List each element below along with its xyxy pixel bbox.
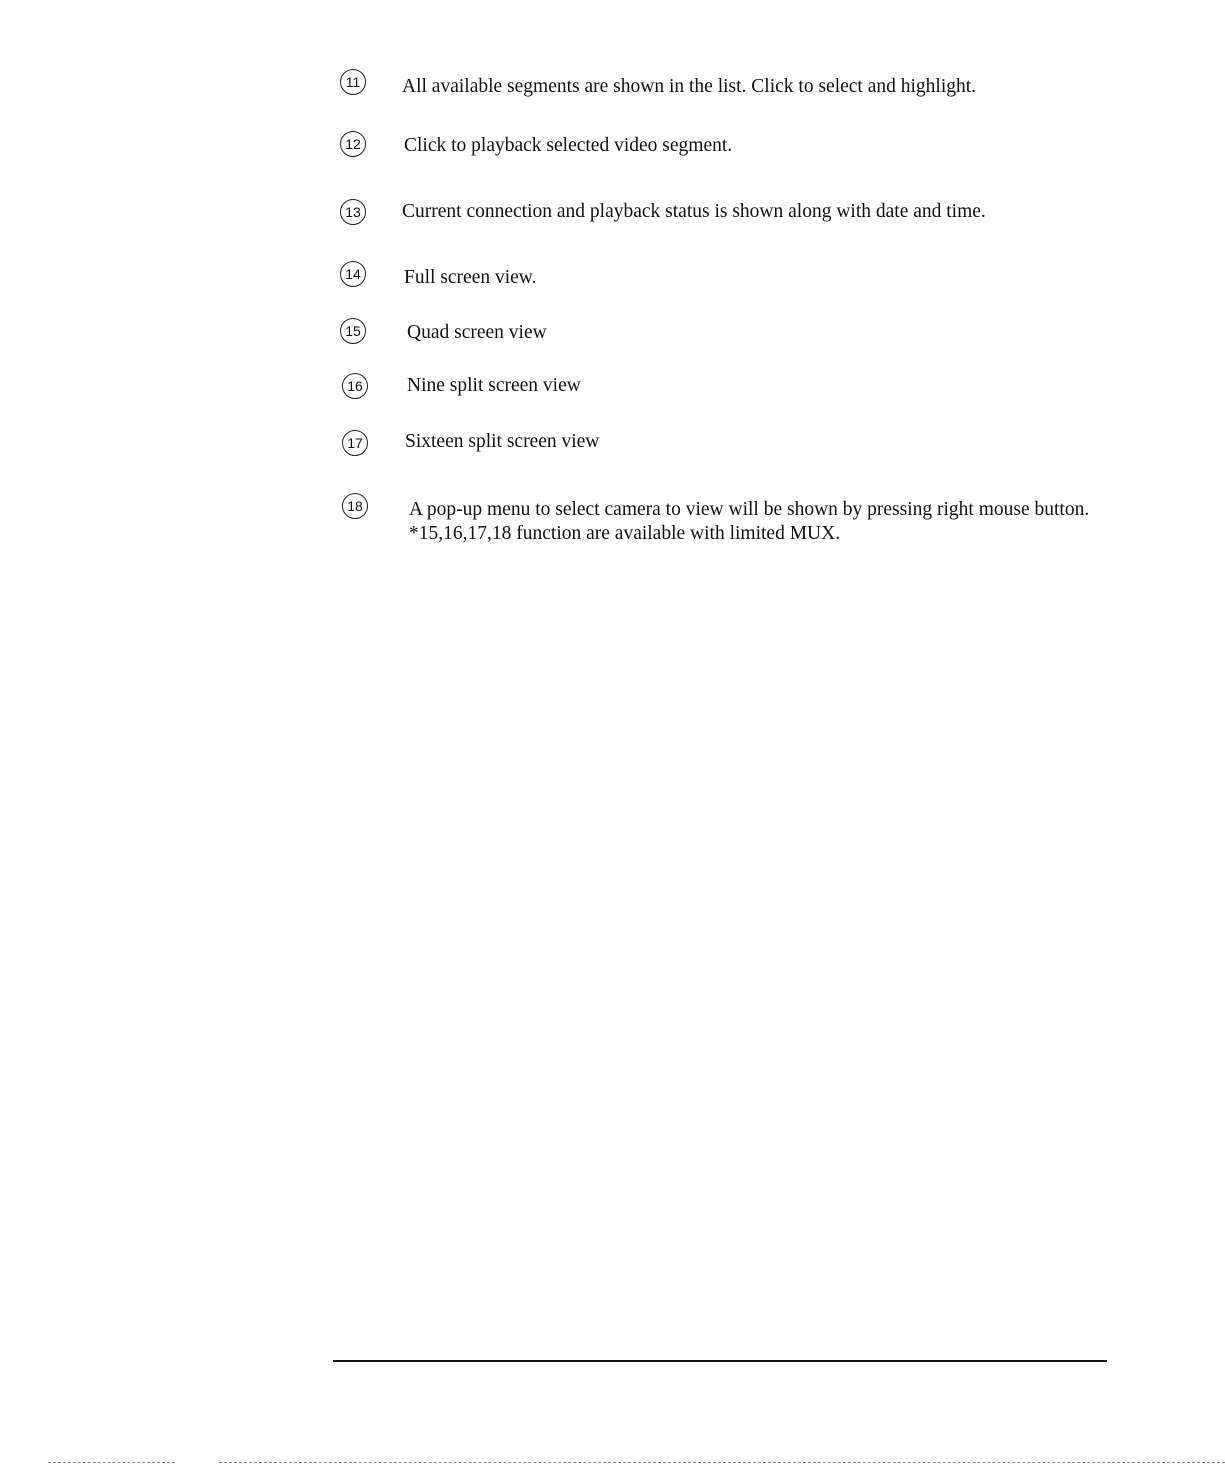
item-number-badge: 16 — [342, 373, 368, 399]
item-description: Full screen view. — [404, 267, 537, 288]
item-description: A pop-up menu to select camera to view will be shown by pressing right mouse button. — [409, 499, 1090, 520]
item-number-badge: 15 — [340, 318, 366, 344]
item-number-badge: 17 — [342, 430, 368, 456]
scan-edge-line — [219, 1462, 1225, 1463]
item-description: All available segments are shown in the list. Click to select and highlight. — [402, 76, 977, 97]
item-number-badge: 12 — [340, 131, 366, 157]
item-description: Sixteen split screen view — [405, 431, 600, 452]
item-description: Click to playback selected video segment. — [404, 135, 733, 156]
footnote: *15,16,17,18 function are available with limited MUX. — [409, 523, 841, 544]
item-description: Current connection and playback status is shown along with date and time. — [402, 201, 986, 222]
item-number-badge: 18 — [342, 493, 368, 519]
item-description: Quad screen view — [407, 322, 547, 343]
footer-divider — [333, 1360, 1107, 1362]
item-number-badge: 11 — [340, 69, 366, 95]
scan-edge-line — [48, 1462, 175, 1463]
item-number-badge: 14 — [340, 261, 366, 287]
item-number-badge: 13 — [340, 199, 366, 225]
item-description: Nine split screen view — [407, 375, 581, 396]
